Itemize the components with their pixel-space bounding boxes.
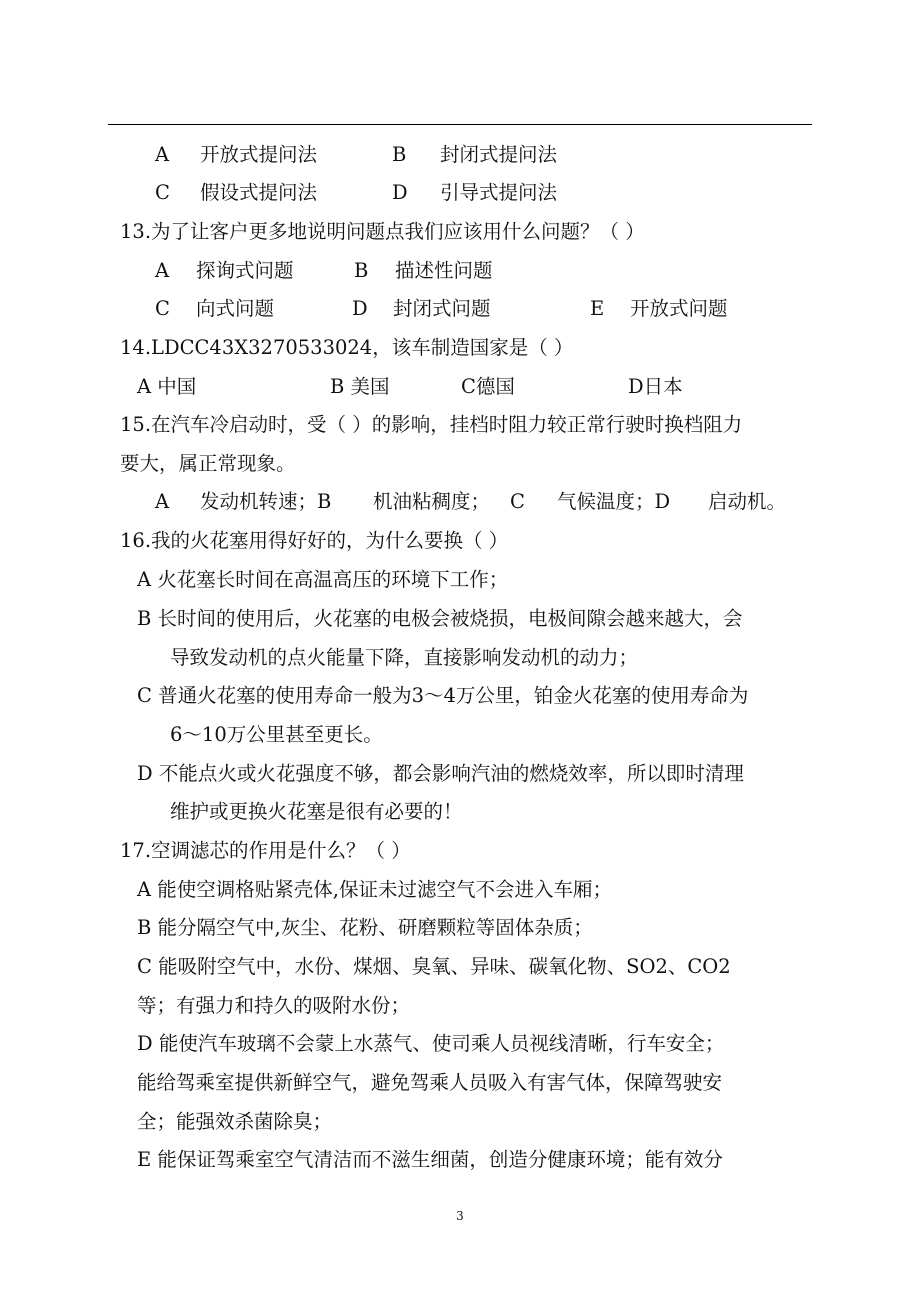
q15-option-a-letter: A [155, 490, 170, 513]
q13-option-a: 探询式问题 [196, 259, 294, 282]
q13-option-b-letter: B [354, 259, 369, 282]
q12-option-a-letter: A [155, 143, 170, 166]
q16-option-b-line-2: 导致发动机的点火能量下降，直接影响发动机的动力； [170, 646, 639, 669]
q13-option-a-letter: A [155, 259, 170, 282]
q12-option-c-letter: C [155, 181, 170, 204]
q13-option-d: 封闭式问题 [393, 297, 491, 320]
q17-question: 17.空调滤芯的作用是什么？（ ） [120, 839, 411, 862]
q14-question: 14.LDCC43X3270533024，该车制造国家是（ ） [120, 336, 574, 359]
q14-option-b: B 美国 [330, 375, 390, 398]
q12-option-d-letter: D [392, 181, 408, 204]
q17-option-b: B 能分隔空气中,灰尘、花粉、研磨颗粒等固体杂质； [137, 916, 593, 939]
page-number: 3 [456, 1209, 464, 1223]
q17-option-d-line-1: D 能使汽车玻璃不会蒙上水蒸气、使司乘人员视线清晰，行车安全； [137, 1032, 725, 1055]
q17-option-a: A 能使空调格贴紧壳体,保证未过滤空气不会进入车厢； [137, 878, 612, 901]
q16-option-c-line-2: 6～10万公里甚至更长。 [170, 723, 383, 746]
q14-option-d: D日本 [628, 375, 683, 398]
q13-option-e-letter: E [590, 297, 605, 320]
q12-option-a: 开放式提问法 [200, 143, 318, 166]
q15-option-b: 机油粘稠度； [373, 490, 491, 513]
q13-option-e: 开放式问题 [630, 297, 728, 320]
q14-option-a: A 中国 [137, 375, 197, 398]
q17-option-e-line-1: E 能保证驾乘室空气清洁而不滋生细菌，创造分健康环境；能有效分 [137, 1148, 723, 1171]
q15-option-c-letter: C [510, 490, 525, 513]
q13-option-d-letter: D [352, 297, 368, 320]
q17-option-d-line-3: 全；能强效杀菌除臭； [137, 1110, 333, 1133]
q15-question-line-1: 15.在汽车冷启动时，受（ ）的影响，挂档时阻力较正常行驶时换档阻力 [120, 413, 743, 436]
q16-option-d-line-2: 维护或更换火花塞是很有必要的！ [170, 800, 463, 823]
q15-question-line-2: 要大，属正常现象。 [120, 452, 296, 475]
q15-option-c: 气候温度；D [557, 490, 671, 513]
q16-option-c-line-1: C 普通火花塞的使用寿命一般为3～4万公里，铂金火花塞的使用寿命为 [137, 684, 749, 707]
q12-option-b-letter: B [392, 143, 407, 166]
q16-option-d-line-1: D 不能点火或火花强度不够，都会影响汽油的燃烧效率，所以即时清理 [137, 762, 744, 785]
q17-option-d-line-2: 能给驾乘室提供新鲜空气，避免驾乘人员吸入有害气体，保障驾驶安 [137, 1071, 723, 1094]
q13-question: 13.为了让客户更多地说明问题点我们应该用什么问题？（ ） [120, 220, 645, 243]
q15-option-d: 启动机。 [708, 490, 787, 513]
q13-option-b: 描述性问题 [395, 259, 493, 282]
q16-option-b-line-1: B 长时间的使用后，火花塞的电极会被烧损，电极间隙会越来越大，会 [137, 607, 743, 630]
q15-option-a: 发动机转速；B [200, 490, 332, 513]
q12-option-c: 假设式提问法 [200, 181, 318, 204]
q12-option-d: 引导式提问法 [440, 181, 558, 204]
q13-option-c: 向式问题 [196, 297, 275, 320]
q16-question: 16.我的火花塞用得好好的，为什么要换（ ） [120, 529, 509, 552]
q17-option-c-line-2: 等；有强力和持久的吸附水份； [137, 994, 411, 1017]
q13-option-c-letter: C [155, 297, 170, 320]
q14-option-c: C德国 [461, 375, 515, 398]
q12-option-b: 封闭式提问法 [440, 143, 558, 166]
q17-option-c-line-1: C 能吸附空气中，水份、煤烟、臭氧、异味、碳氧化物、SO2、CO2 [137, 955, 731, 978]
q16-option-a: A 火花塞长时间在高温高压的环境下工作； [137, 568, 509, 591]
header-rule [108, 124, 812, 125]
